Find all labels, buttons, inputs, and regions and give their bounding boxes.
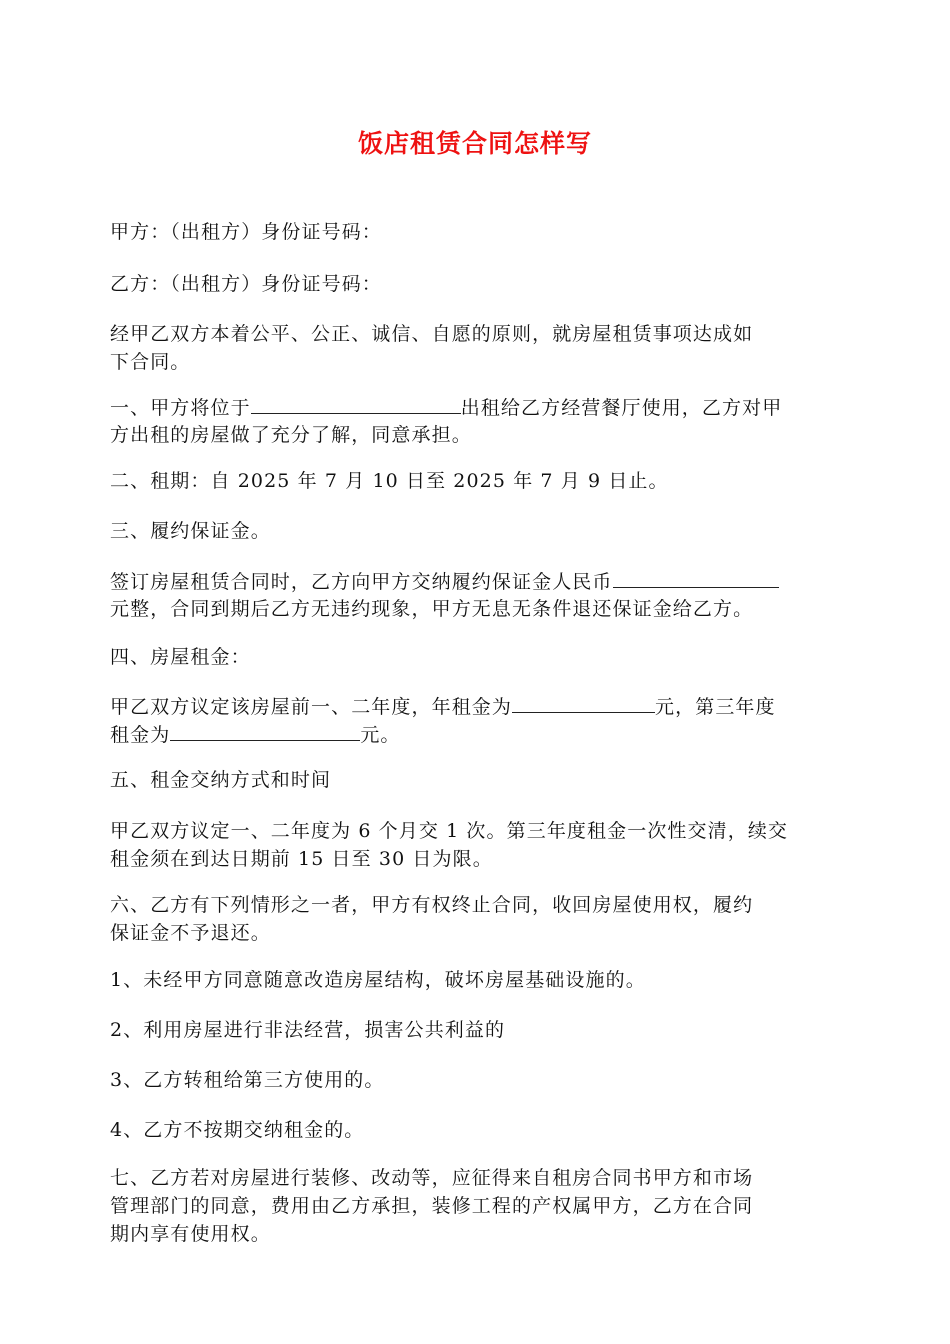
text-line: 七、乙方若对房屋进行装修、改动等，应征得来自租房合同书甲方和市场 (110, 1167, 754, 1189)
paragraph-rent (110, 692, 842, 748)
text-line (110, 720, 842, 748)
text-line: 保证金不予退还。 (110, 922, 271, 944)
paragraph-party-b (110, 270, 842, 298)
paragraph-deposit (110, 567, 842, 623)
blank-deposit-amount (613, 567, 779, 588)
text-line: 4、乙方不按期交纳租金的。 (110, 1119, 365, 1141)
document-title: 饭店租赁合同怎样写 (357, 129, 592, 158)
paragraph-item-1 (110, 966, 842, 994)
text-line: 四、房屋租金： (110, 646, 251, 668)
text-line: 2、利用房屋进行非法经营，损害公共利益的 (110, 1019, 506, 1041)
text-line (110, 692, 842, 720)
paragraph-payment (110, 817, 842, 873)
text-line: 甲方：（出租方）身份证号码： (110, 221, 382, 243)
text-line: 乙方：（出租方）身份证号码： (110, 273, 382, 295)
blank-annual-rent (512, 692, 655, 713)
text-line: 元整，合同到期后乙方无违约现象，甲方无息无条件退还保证金给乙方。 (110, 598, 754, 620)
text-line: 1、未经甲方同意随意改造房屋结构，破坏房屋基础设施的。 (110, 969, 646, 991)
text-line: 期内享有使用权。 (110, 1223, 271, 1245)
text-line: 二、租期：自 2025 年 7 月 10 日至 2025 年 7 月 9 日止。 (110, 470, 669, 492)
text-line: 五、租金交纳方式和时间 (110, 769, 332, 791)
paragraph-clause-4 (110, 643, 842, 671)
paragraph-clause-6 (110, 891, 842, 947)
text-line: 经甲乙双方本着公平、公正、诚信、自愿的原则，就房屋租赁事项达成如 (110, 323, 754, 345)
text-segment: 租金为 (110, 724, 171, 746)
text-segment: 签订房屋租赁合同时，乙方向甲方交纳履约保证金人民币 (110, 571, 613, 593)
text-line: 方出租的房屋做了充分了解，同意承担。 (110, 424, 472, 446)
blank-third-year-rent (170, 720, 360, 741)
paragraph-clause-1 (110, 393, 842, 449)
paragraph-preamble (110, 320, 842, 376)
text-line (110, 567, 842, 595)
text-line: 管理部门的同意，费用由乙方承担，装修工程的产权属甲方，乙方在合同 (110, 1195, 754, 1217)
text-line: 下合同。 (110, 351, 191, 373)
text-segment: 元，第三年度 (655, 696, 776, 718)
text-line: 甲乙双方议定一、二年度为 6 个月交 1 次。第三年度租金一次性交清，续交 (110, 820, 789, 842)
text-segment: 元。 (360, 724, 401, 746)
text-line: 租金须在到达日期前 15 日至 30 日为限。 (110, 848, 493, 870)
text-line (110, 393, 842, 421)
text-line: 3、乙方转租给第三方使用的。 (110, 1069, 385, 1091)
paragraph-item-2 (110, 1016, 842, 1044)
text-segment: 甲乙双方议定该房屋前一、二年度，年租金为 (110, 696, 513, 718)
paragraph-party-a (110, 218, 842, 246)
text-segment: 一、甲方将位于 (110, 397, 251, 419)
paragraph-clause-2 (110, 467, 842, 495)
text-segment: 出租给乙方经营餐厅使用，乙方对甲 (460, 397, 783, 419)
blank-location (251, 393, 461, 414)
paragraph-item-4 (110, 1116, 842, 1144)
paragraph-clause-5 (110, 766, 842, 794)
paragraph-clause-7 (110, 1164, 842, 1248)
text-line: 三、履约保证金。 (110, 520, 271, 542)
text-line: 六、乙方有下列情形之一者，甲方有权终止合同，收回房屋使用权，履约 (110, 894, 754, 916)
paragraph-clause-3 (110, 517, 842, 545)
paragraph-item-3 (110, 1066, 842, 1094)
